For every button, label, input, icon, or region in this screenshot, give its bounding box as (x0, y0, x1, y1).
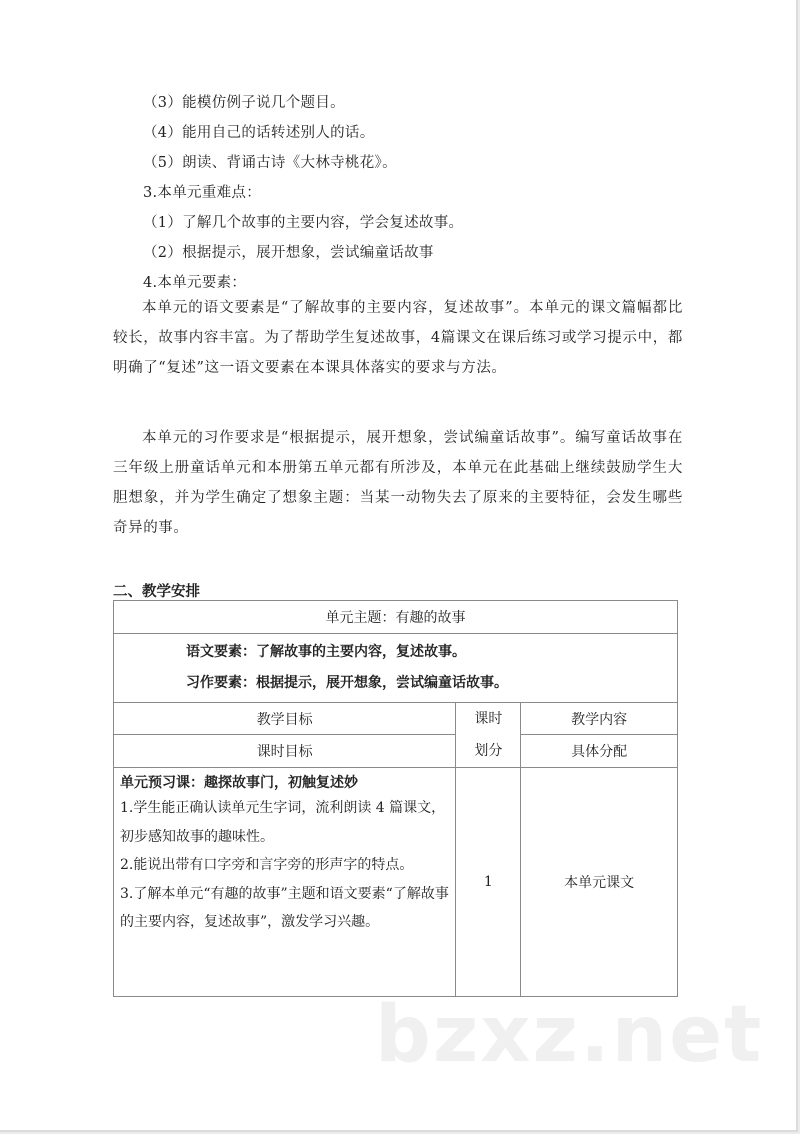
section-title-teaching-plan: 二、教学安排 (113, 584, 200, 600)
header-hours-top: 课时 (474, 711, 503, 727)
header-lesson-goals: 课时目标 (114, 735, 456, 768)
watermark-text: bzxz.net (375, 990, 764, 1080)
key-point-2: （2）根据提示，展开想象，尝试编童话故事 (143, 245, 434, 261)
header-hours (456, 703, 521, 768)
table-row (114, 768, 678, 997)
lesson-goal-2: 2.能说出带有口字旁和言字旁的形声字的特点。 (120, 857, 414, 873)
unit-theme-cell (114, 601, 678, 634)
language-element: 语文要素：了解故事的主要内容，复述故事。 (186, 644, 466, 660)
unit-elements-cell (114, 634, 678, 703)
lesson-content: 本单元课文 (521, 768, 678, 997)
unit-theme: 单元主题：有趣的故事 (325, 610, 466, 626)
lesson-goal-3: 3.了解本单元“有趣的故事”主题和语文要素“了解故事的主要内容，复述故事”，激发学习兴趣。 (120, 885, 449, 930)
elements-heading: 4.本单元要素： (143, 275, 247, 291)
objective-5: （5）朗读、背诵古诗《大林寺桃花》。 (143, 155, 397, 171)
objective-3: （3）能模仿例子说几个题目。 (143, 95, 345, 111)
lesson-goals-cell (114, 768, 456, 997)
header-hours-bottom: 划分 (474, 743, 503, 759)
key-points-heading: 3.本单元重难点： (143, 185, 262, 201)
lesson-hours: 1 (456, 768, 521, 997)
language-element-text: 本单元的语文要素是“了解故事的主要内容，复述故事”。本单元的课文篇幅都比较长，故事内容丰富。为了帮助学生复述故事，4篇课文在课后练习或学习提示中，都明确了“复述”这一语文要素在本课具体落实的要求与方法。 (113, 300, 683, 376)
lesson-title: 单元预习课：趣探故事门，初触复述妙 (120, 775, 358, 791)
writing-element-text: 本单元的习作要求是“根据提示，展开想象，尝试编童话故事”。编写童话故事在三年级上册童话单元和本册第五单元都有所涉及，本单元在此基础上继续鼓励学生大胆想象，并为学生确定了想象主题：当某一动物失去了原来的主要特征，会发生哪些奇异的事。 (113, 430, 683, 536)
header-goals: 教学目标 (114, 703, 456, 735)
teaching-plan-table (113, 600, 678, 997)
writing-element: 习作要素：根据提示，展开想象，尝试编童话故事。 (186, 675, 508, 691)
header-content-distribution: 具体分配 (521, 735, 678, 768)
key-point-1: （1）了解几个故事的主要内容，学会复述故事。 (143, 215, 464, 231)
objective-4: （4）能用自己的话转述别人的话。 (143, 125, 375, 141)
lesson-goal-1: 1.学生能正确认读单元生字词，流利朗读 4 篇课文，初步感知故事的趣味性。 (120, 800, 446, 845)
writing-element-paragraph (113, 423, 683, 543)
language-element-paragraph (113, 293, 683, 383)
header-content: 教学内容 (521, 703, 678, 735)
